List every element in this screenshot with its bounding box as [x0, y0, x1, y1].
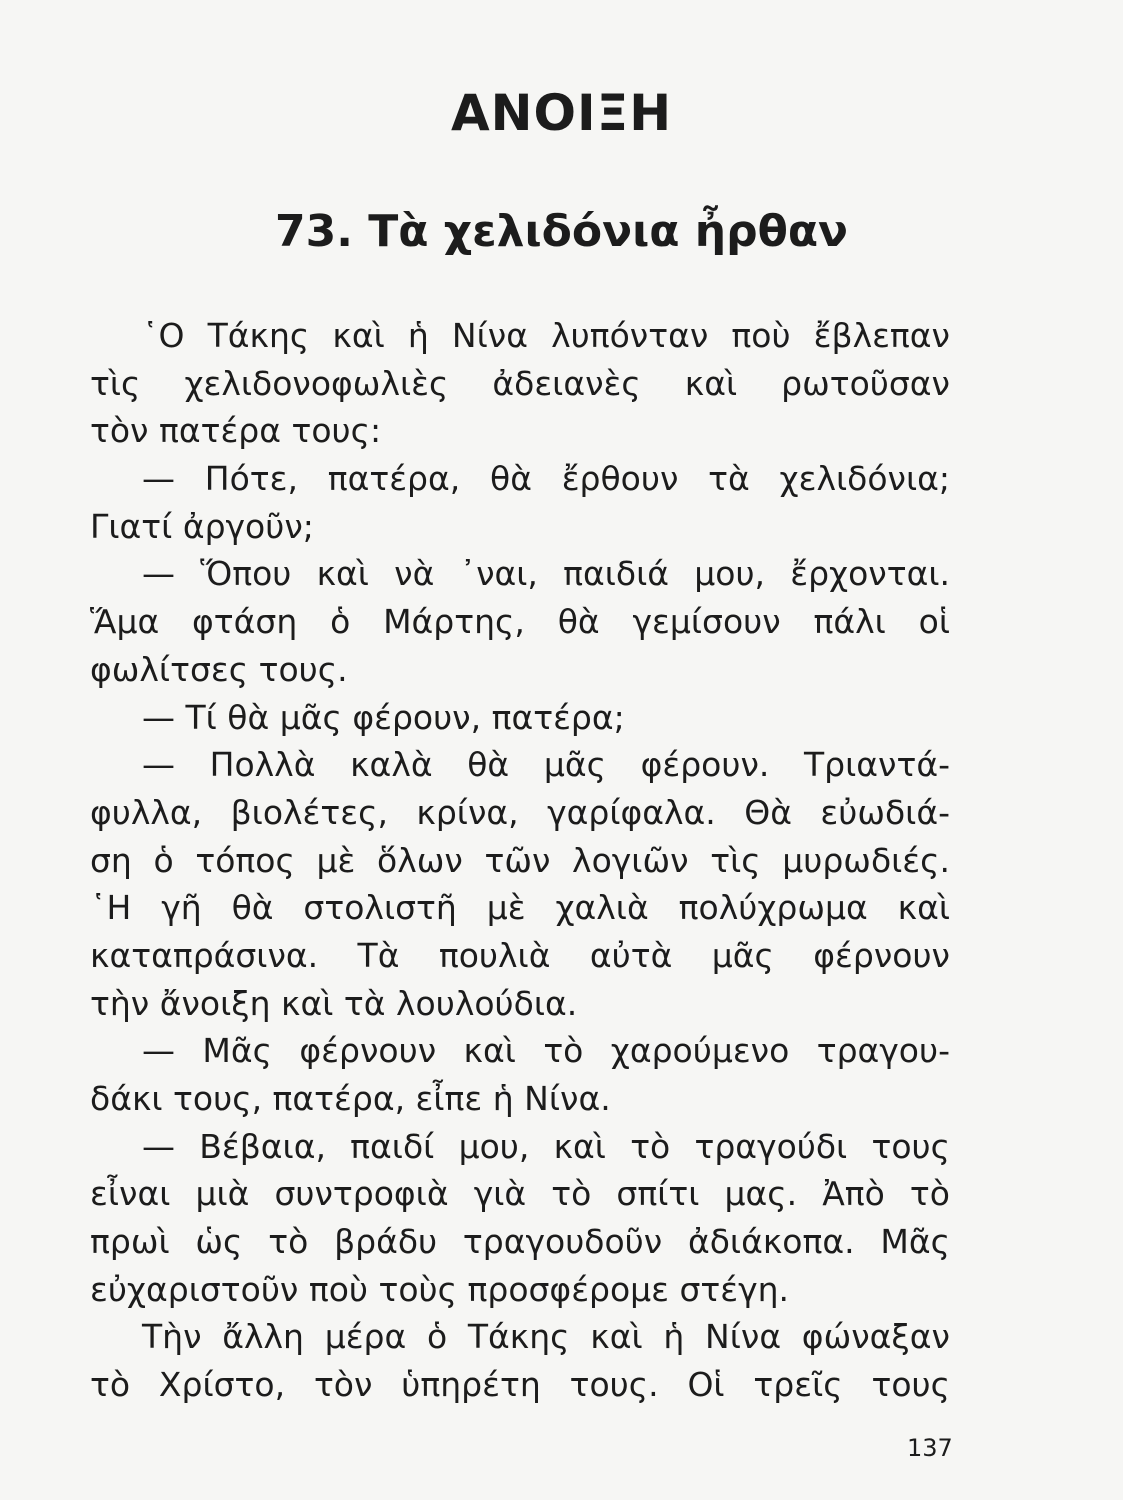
text-line: πρωὶ ὡς τὸ βράδυ τραγουδοῦν ἀδιάκοπα. Μᾶς	[90, 1222, 950, 1262]
text-line: — Βέβαια, παιδί μου, καὶ τὸ τραγούδι τους	[142, 1126, 950, 1166]
text-line: τὴν ἄνοιξη καὶ τὰ λουλούδια.	[90, 983, 578, 1023]
lesson-body	[90, 312, 950, 1409]
text-line: δάκι τους, πατέρα, εἶπε ἡ Νίνα.	[90, 1079, 611, 1118]
text-line: ῾Η γῆ θὰ στολιστῆ μὲ χαλιὰ πολύχρωμα καὶ	[90, 888, 950, 928]
lesson-title: 73. Τὰ χελιδόνια ἦρθαν	[274, 206, 849, 257]
text-line: Ἅμα φτάση ὁ Μάρτης, θὰ γεμίσουν πάλι οἱ	[90, 602, 950, 642]
text-line: Γιατί ἀργοῦν;	[90, 506, 314, 546]
text-line: ση ὁ τόπος μὲ ὅλων τῶν λογιῶν τὶς μυρωδιές.	[90, 840, 950, 880]
text-line: τὸ Χρίστο, τὸν ὑπηρέτη τους. Οἱ τρεῖς τους	[90, 1365, 950, 1405]
text-line: — Πολλὰ καλὰ θὰ μᾶς φέρουν. Τριαντά-	[142, 745, 950, 785]
text-line: — Πότε, πατέρα, θὰ ἔρθουν τὰ χελιδόνια;	[142, 459, 950, 499]
text-line: — Τί θὰ μᾶς φέρουν, πατέρα;	[142, 697, 625, 737]
text-line: — Ὅπου καὶ νὰ ᾽ναι, παιδιά μου, ἔρχονται.	[142, 554, 950, 594]
text-line: φωλίτσες τους.	[90, 649, 348, 689]
text-line: — Μᾶς φέρνουν καὶ τὸ χαρούμενο τραγου-	[142, 1031, 950, 1071]
text-line: φυλλα, βιολέτες, κρίνα, γαρίφαλα. Θὰ εὐωδιά-	[90, 792, 950, 832]
text-line: καταπράσινα. Τὰ πουλιὰ αὐτὰ μᾶς φέρνουν	[90, 935, 950, 975]
text-line: εἶναι μιὰ συντροφιὰ γιὰ τὸ σπίτι μας. Ἀπὸ τὸ	[90, 1174, 950, 1214]
text-line: εὐχαριστοῦν ποὺ τοὺς προσφέρομε στέγη.	[90, 1269, 790, 1309]
text-line: τὶς χελιδονοφωλιὲς ἀδειανὲς καὶ ρωτοῦσαν	[90, 363, 950, 403]
section-title: ΑΝΟΙΞΗ	[450, 84, 673, 142]
text-line: τὸν πατέρα τους:	[90, 411, 382, 451]
text-line: Τὴν ἄλλη μέρα ὁ Τάκης καὶ ἡ Νίνα φώναξαν	[142, 1317, 950, 1357]
page-number: 137	[907, 1434, 953, 1462]
text-line: ῾Ο Τάκης καὶ ἡ Νίνα λυπόνταν ποὺ ἔβλεπαν	[142, 316, 950, 355]
